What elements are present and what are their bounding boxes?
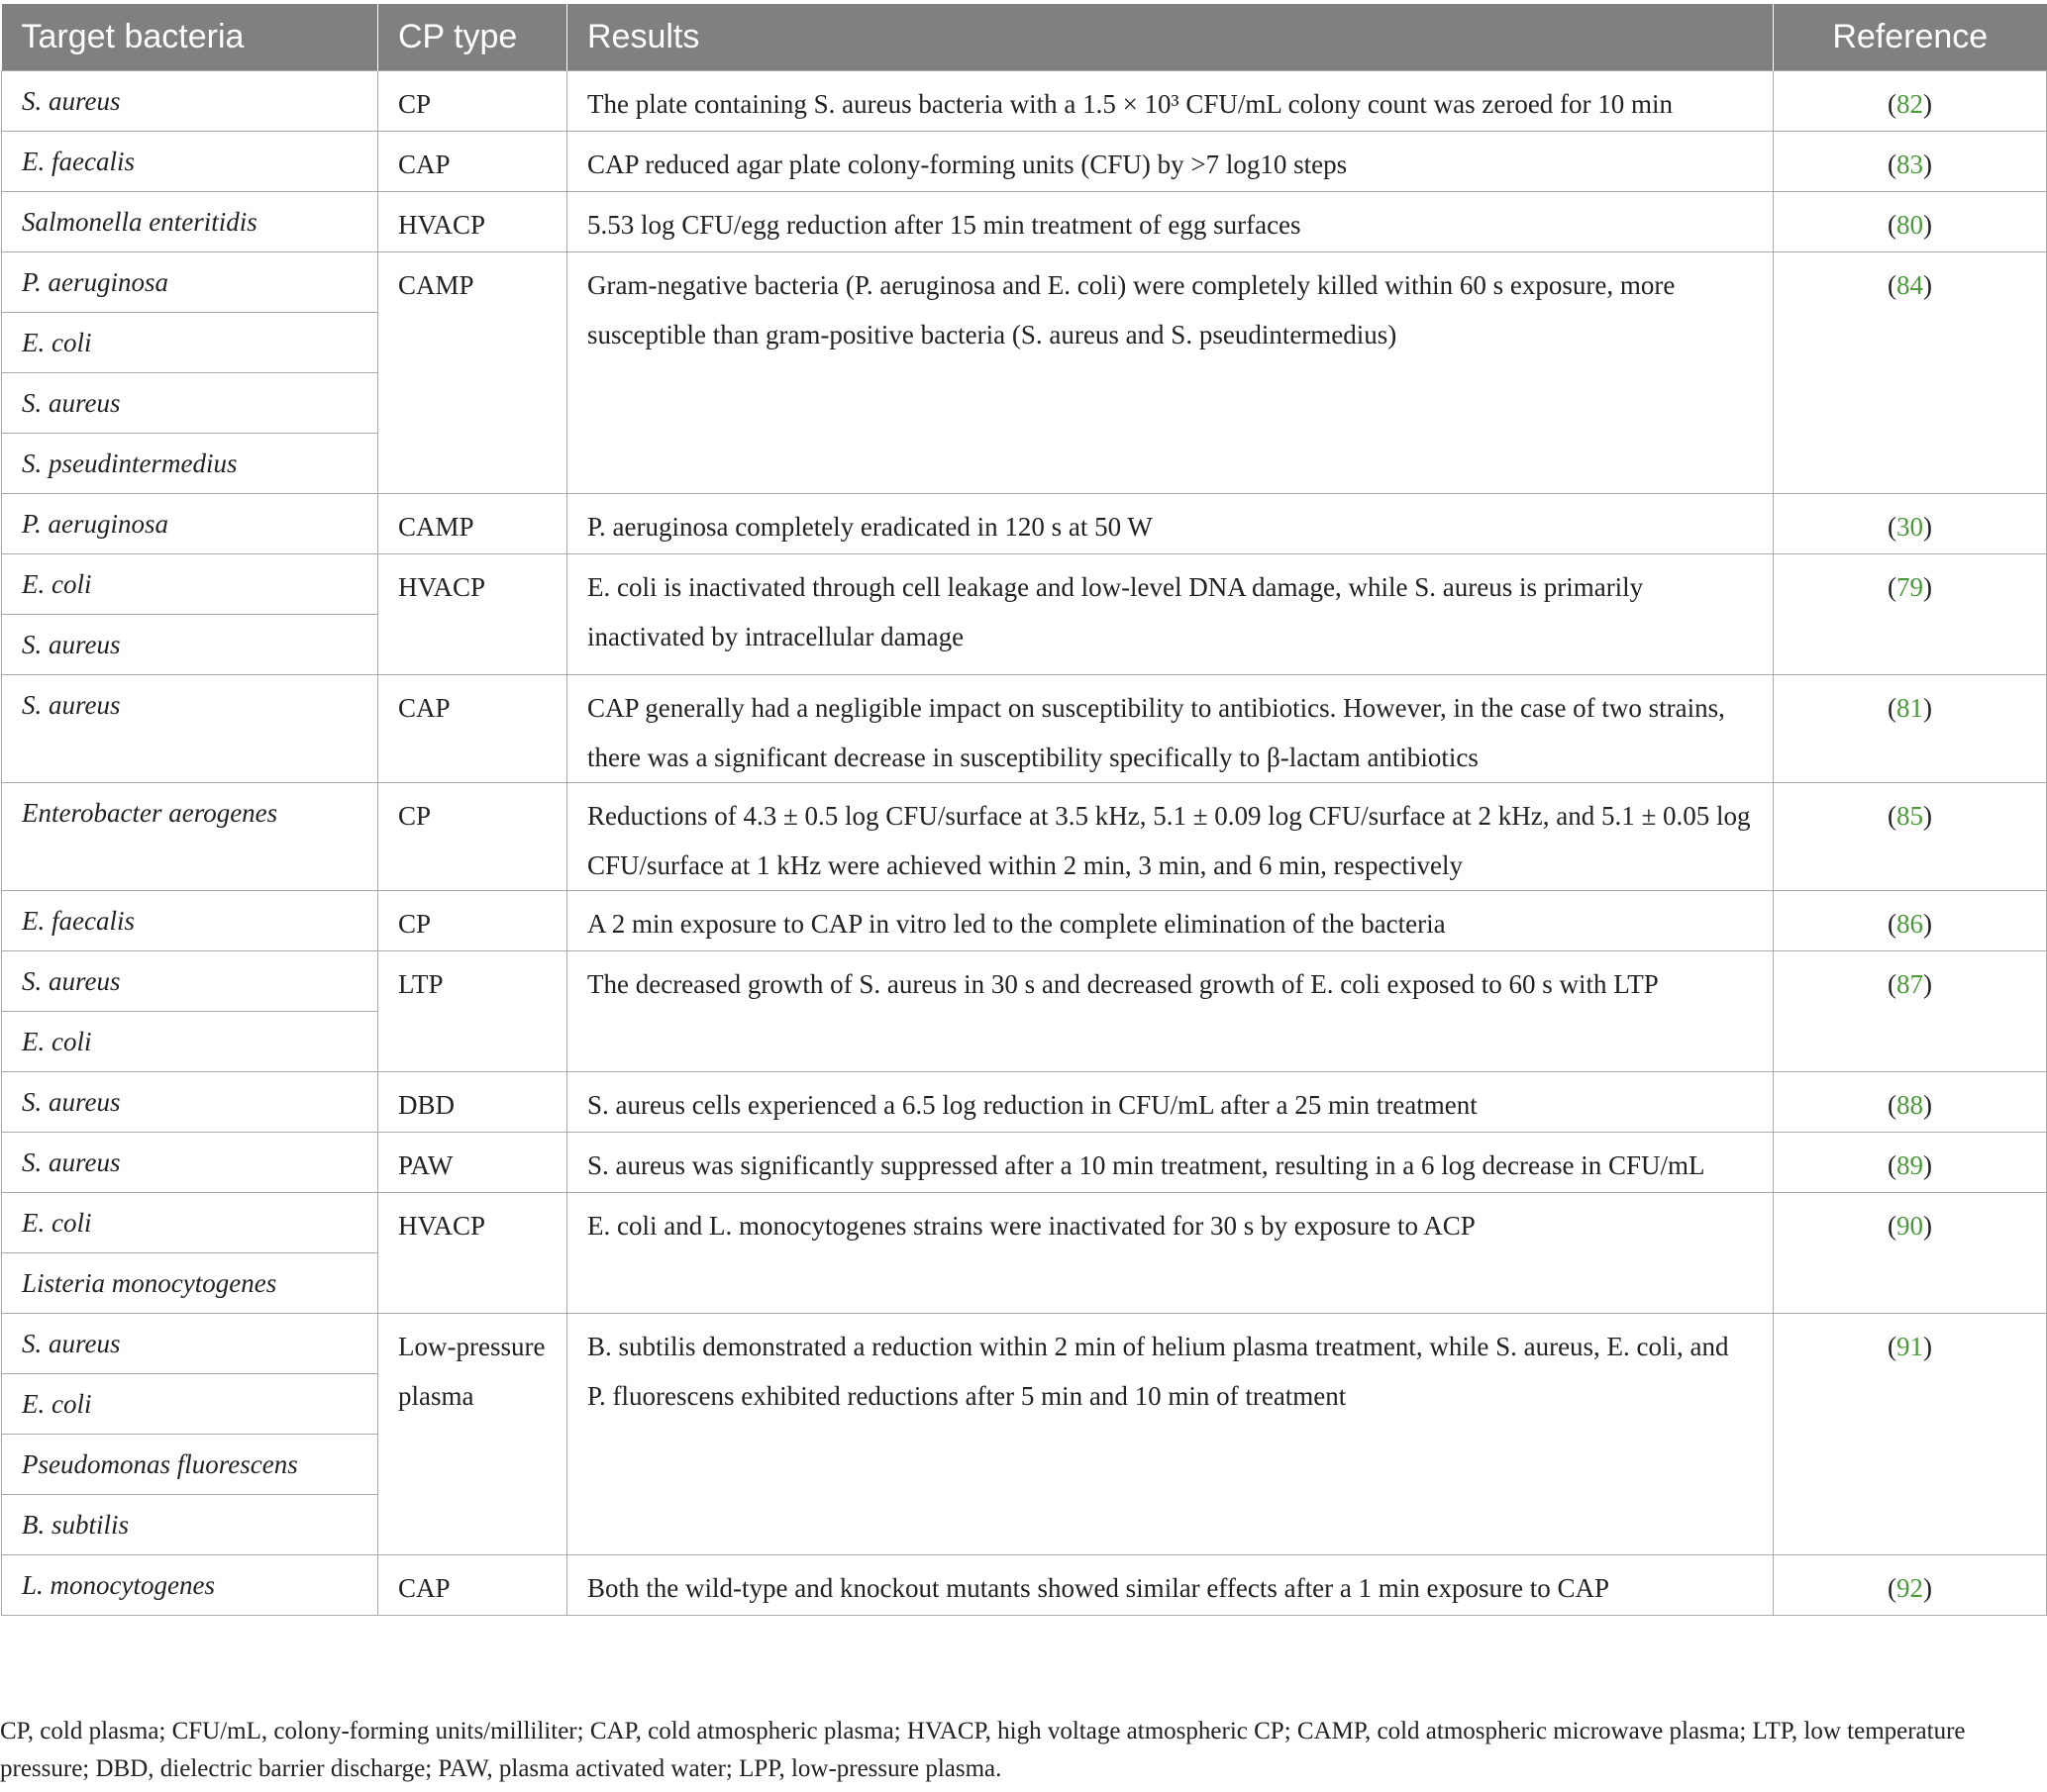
reference-link[interactable]: 90 xyxy=(1896,1211,1923,1241)
header-cp-type: CP type xyxy=(378,4,567,71)
table-row xyxy=(2,1555,2047,1616)
cell-cp-type: CP xyxy=(378,891,567,951)
cell-target-bacteria: Salmonella enteritidis xyxy=(2,192,378,252)
ref-close-paren: ) xyxy=(1923,89,1932,119)
reference-link[interactable]: 83 xyxy=(1896,149,1923,179)
header-results: Results xyxy=(567,4,1774,71)
table-row xyxy=(2,783,2047,891)
cell-cp-type: HVACP xyxy=(378,1193,567,1314)
cell-cp-type: CP xyxy=(378,783,567,891)
cell-reference xyxy=(1774,675,2047,783)
ref-close-paren: ) xyxy=(1923,1332,1932,1361)
ref-close-paren: ) xyxy=(1923,210,1932,240)
cell-cp-type: CAMP xyxy=(378,252,567,494)
reference-link[interactable]: 88 xyxy=(1896,1090,1923,1120)
cell-target-bacteria: S. aureus xyxy=(2,615,378,675)
ref-open-paren: ( xyxy=(1888,693,1896,723)
cell-target-bacteria: E. coli xyxy=(2,313,378,373)
cell-result: B. subtilis demonstrated a reduction within 2 min of helium plasma treatment, while S. aureus, E. coli, and P. fluorescens exhibited reductions after 5 min and 10 min of treatment xyxy=(567,1314,1774,1555)
cell-reference xyxy=(1774,783,2047,891)
table-row xyxy=(2,252,2047,313)
cell-target-bacteria: Listeria monocytogenes xyxy=(2,1253,378,1314)
ref-open-paren: ( xyxy=(1888,89,1896,119)
ref-open-paren: ( xyxy=(1888,1573,1896,1603)
header-reference: Reference xyxy=(1774,4,2047,71)
cell-result: P. aeruginosa completely eradicated in 120 s at 50 W xyxy=(567,494,1774,554)
cell-cp-type: Low-pressure plasma xyxy=(378,1314,567,1555)
cell-cp-type: CAP xyxy=(378,1555,567,1616)
ref-open-paren: ( xyxy=(1888,1211,1896,1241)
cell-reference xyxy=(1774,554,2047,675)
cell-result: CAP generally had a negligible impact on susceptibility to antibiotics. However, in the case of two strains, there was a significant decrease in susceptibility specifically to β-lactam antibiotics xyxy=(567,675,1774,783)
cell-target-bacteria: E. coli xyxy=(2,554,378,615)
header-target-bacteria: Target bacteria xyxy=(2,4,378,71)
cell-target-bacteria: S. aureus xyxy=(2,71,378,132)
cell-cp-type: HVACP xyxy=(378,192,567,252)
reference-link[interactable]: 79 xyxy=(1896,572,1923,602)
ref-open-paren: ( xyxy=(1888,1150,1896,1180)
ref-open-paren: ( xyxy=(1888,270,1896,300)
table-row xyxy=(2,1193,2047,1253)
cell-result: S. aureus was significantly suppressed after a 10 min treatment, resulting in a 6 log decrease in CFU/mL xyxy=(567,1133,1774,1193)
cell-target-bacteria: E. faecalis xyxy=(2,132,378,192)
ref-close-paren: ) xyxy=(1923,1090,1932,1120)
cell-target-bacteria: S. aureus xyxy=(2,1133,378,1193)
ref-close-paren: ) xyxy=(1923,270,1932,300)
cell-cp-type: LTP xyxy=(378,951,567,1072)
cell-target-bacteria: S. aureus xyxy=(2,1072,378,1133)
cell-target-bacteria: B. subtilis xyxy=(2,1495,378,1555)
cell-target-bacteria: P. aeruginosa xyxy=(2,252,378,313)
table-row xyxy=(2,71,2047,132)
cell-target-bacteria: L. monocytogenes xyxy=(2,1555,378,1616)
ref-close-paren: ) xyxy=(1923,572,1932,602)
table-row xyxy=(2,554,2047,615)
cell-target-bacteria: S. aureus xyxy=(2,675,378,783)
ref-close-paren: ) xyxy=(1923,969,1932,999)
cell-target-bacteria: Enterobacter aerogenes xyxy=(2,783,378,891)
reference-link[interactable]: 92 xyxy=(1896,1573,1923,1603)
cell-target-bacteria: S. aureus xyxy=(2,1314,378,1374)
cell-target-bacteria: E. coli xyxy=(2,1374,378,1435)
reference-link[interactable]: 84 xyxy=(1896,270,1923,300)
ref-open-paren: ( xyxy=(1888,512,1896,542)
cell-reference xyxy=(1774,951,2047,1072)
table-row xyxy=(2,1314,2047,1374)
cell-target-bacteria: S. aureus xyxy=(2,951,378,1012)
reference-link[interactable]: 30 xyxy=(1896,512,1923,542)
ref-open-paren: ( xyxy=(1888,149,1896,179)
cell-cp-type: HVACP xyxy=(378,554,567,675)
ref-open-paren: ( xyxy=(1888,969,1896,999)
reference-link[interactable]: 81 xyxy=(1896,693,1923,723)
cell-reference xyxy=(1774,192,2047,252)
ref-open-paren: ( xyxy=(1888,1332,1896,1361)
cell-result: A 2 min exposure to CAP in vitro led to the complete elimination of the bacteria xyxy=(567,891,1774,951)
cell-cp-type: PAW xyxy=(378,1133,567,1193)
ref-close-paren: ) xyxy=(1923,693,1932,723)
table-row xyxy=(2,132,2047,192)
cell-target-bacteria: S. aureus xyxy=(2,373,378,434)
cell-result: S. aureus cells experienced a 6.5 log reduction in CFU/mL after a 25 min treatment xyxy=(567,1072,1774,1133)
reference-link[interactable]: 89 xyxy=(1896,1150,1923,1180)
reference-link[interactable]: 82 xyxy=(1896,89,1923,119)
cell-cp-type: DBD xyxy=(378,1072,567,1133)
ref-close-paren: ) xyxy=(1923,1211,1932,1241)
table-row xyxy=(2,675,2047,783)
cell-result: CAP reduced agar plate colony-forming units (CFU) by >7 log10 steps xyxy=(567,132,1774,192)
cell-result: The decreased growth of S. aureus in 30 s and decreased growth of E. coli exposed to 60 s with LTP xyxy=(567,951,1774,1072)
reference-link[interactable]: 91 xyxy=(1896,1332,1923,1361)
table-row xyxy=(2,891,2047,951)
ref-close-paren: ) xyxy=(1923,512,1932,542)
ref-open-paren: ( xyxy=(1888,572,1896,602)
cell-reference xyxy=(1774,1193,2047,1314)
table-row xyxy=(2,494,2047,554)
table-row xyxy=(2,192,2047,252)
cell-cp-type: CAP xyxy=(378,132,567,192)
reference-link[interactable]: 80 xyxy=(1896,210,1923,240)
ref-close-paren: ) xyxy=(1923,909,1932,939)
ref-open-paren: ( xyxy=(1888,210,1896,240)
cell-target-bacteria: E. coli xyxy=(2,1193,378,1253)
cell-cp-type: CAMP xyxy=(378,494,567,554)
cell-result: E. coli is inactivated through cell leakage and low-level DNA damage, while S. aureus is primarily inactivated by intracellular damage xyxy=(567,554,1774,675)
cell-result: E. coli and L. monocytogenes strains were inactivated for 30 s by exposure to ACP xyxy=(567,1193,1774,1314)
cell-reference xyxy=(1774,252,2047,494)
ref-close-paren: ) xyxy=(1923,801,1932,831)
cell-reference xyxy=(1774,1314,2047,1555)
reference-link[interactable]: 86 xyxy=(1896,909,1923,939)
cell-target-bacteria: Pseudomonas fluorescens xyxy=(2,1435,378,1495)
cell-reference xyxy=(1774,132,2047,192)
cell-target-bacteria: E. faecalis xyxy=(2,891,378,951)
ref-open-paren: ( xyxy=(1888,801,1896,831)
cell-result: Both the wild-type and knockout mutants showed similar effects after a 1 min exposure to CAP xyxy=(567,1555,1774,1616)
table-row xyxy=(2,1072,2047,1133)
ref-close-paren: ) xyxy=(1923,1150,1932,1180)
ref-close-paren: ) xyxy=(1923,149,1932,179)
cell-reference xyxy=(1774,1133,2047,1193)
cell-reference xyxy=(1774,1072,2047,1133)
reference-link[interactable]: 85 xyxy=(1896,801,1923,831)
cell-target-bacteria: S. pseudintermedius xyxy=(2,434,378,494)
cell-target-bacteria: E. coli xyxy=(2,1012,378,1072)
cell-result: Gram-negative bacteria (P. aeruginosa and E. coli) were completely killed within 60 s exposure, more susceptible than gram-positive bacteria (S. aureus and S. pseudintermedius) xyxy=(567,252,1774,494)
cell-target-bacteria: P. aeruginosa xyxy=(2,494,378,554)
cell-reference xyxy=(1774,71,2047,132)
cell-reference xyxy=(1774,1555,2047,1616)
cell-result: The plate containing S. aureus bacteria with a 1.5 × 10³ CFU/mL colony count was zeroed for 10 min xyxy=(567,71,1774,132)
cell-result: Reductions of 4.3 ± 0.5 log CFU/surface at 3.5 kHz, 5.1 ± 0.09 log CFU/surface at 2 kHz, and 5.1 ± 0.05 log CFU/surface at 1 kHz were achieved within 2 min, 3 min, and 6 min, respectively xyxy=(567,783,1774,891)
results-table xyxy=(1,4,2047,1616)
cell-result: 5.53 log CFU/egg reduction after 15 min treatment of egg surfaces xyxy=(567,192,1774,252)
cell-reference xyxy=(1774,494,2047,554)
cell-reference xyxy=(1774,891,2047,951)
cell-cp-type: CP xyxy=(378,71,567,132)
table-footnote: CP, cold plasma; CFU/mL, colony-forming units/milliliter; CAP, cold atmospheric plasma; HVACP, high voltage atmospheric CP; CAMP, cold atmospheric microwave plasma; LTP, low temperature pressure; DBD, dielectric barrier discharge; PAW, plasma activated water; LPP, low-pressure plasma. xyxy=(0,1718,1966,1782)
table-header-row xyxy=(2,4,2047,71)
reference-link[interactable]: 87 xyxy=(1896,969,1923,999)
ref-open-paren: ( xyxy=(1888,909,1896,939)
cell-cp-type: CAP xyxy=(378,675,567,783)
ref-open-paren: ( xyxy=(1888,1090,1896,1120)
table-row xyxy=(2,1133,2047,1193)
ref-close-paren: ) xyxy=(1923,1573,1932,1603)
table-row xyxy=(2,951,2047,1012)
